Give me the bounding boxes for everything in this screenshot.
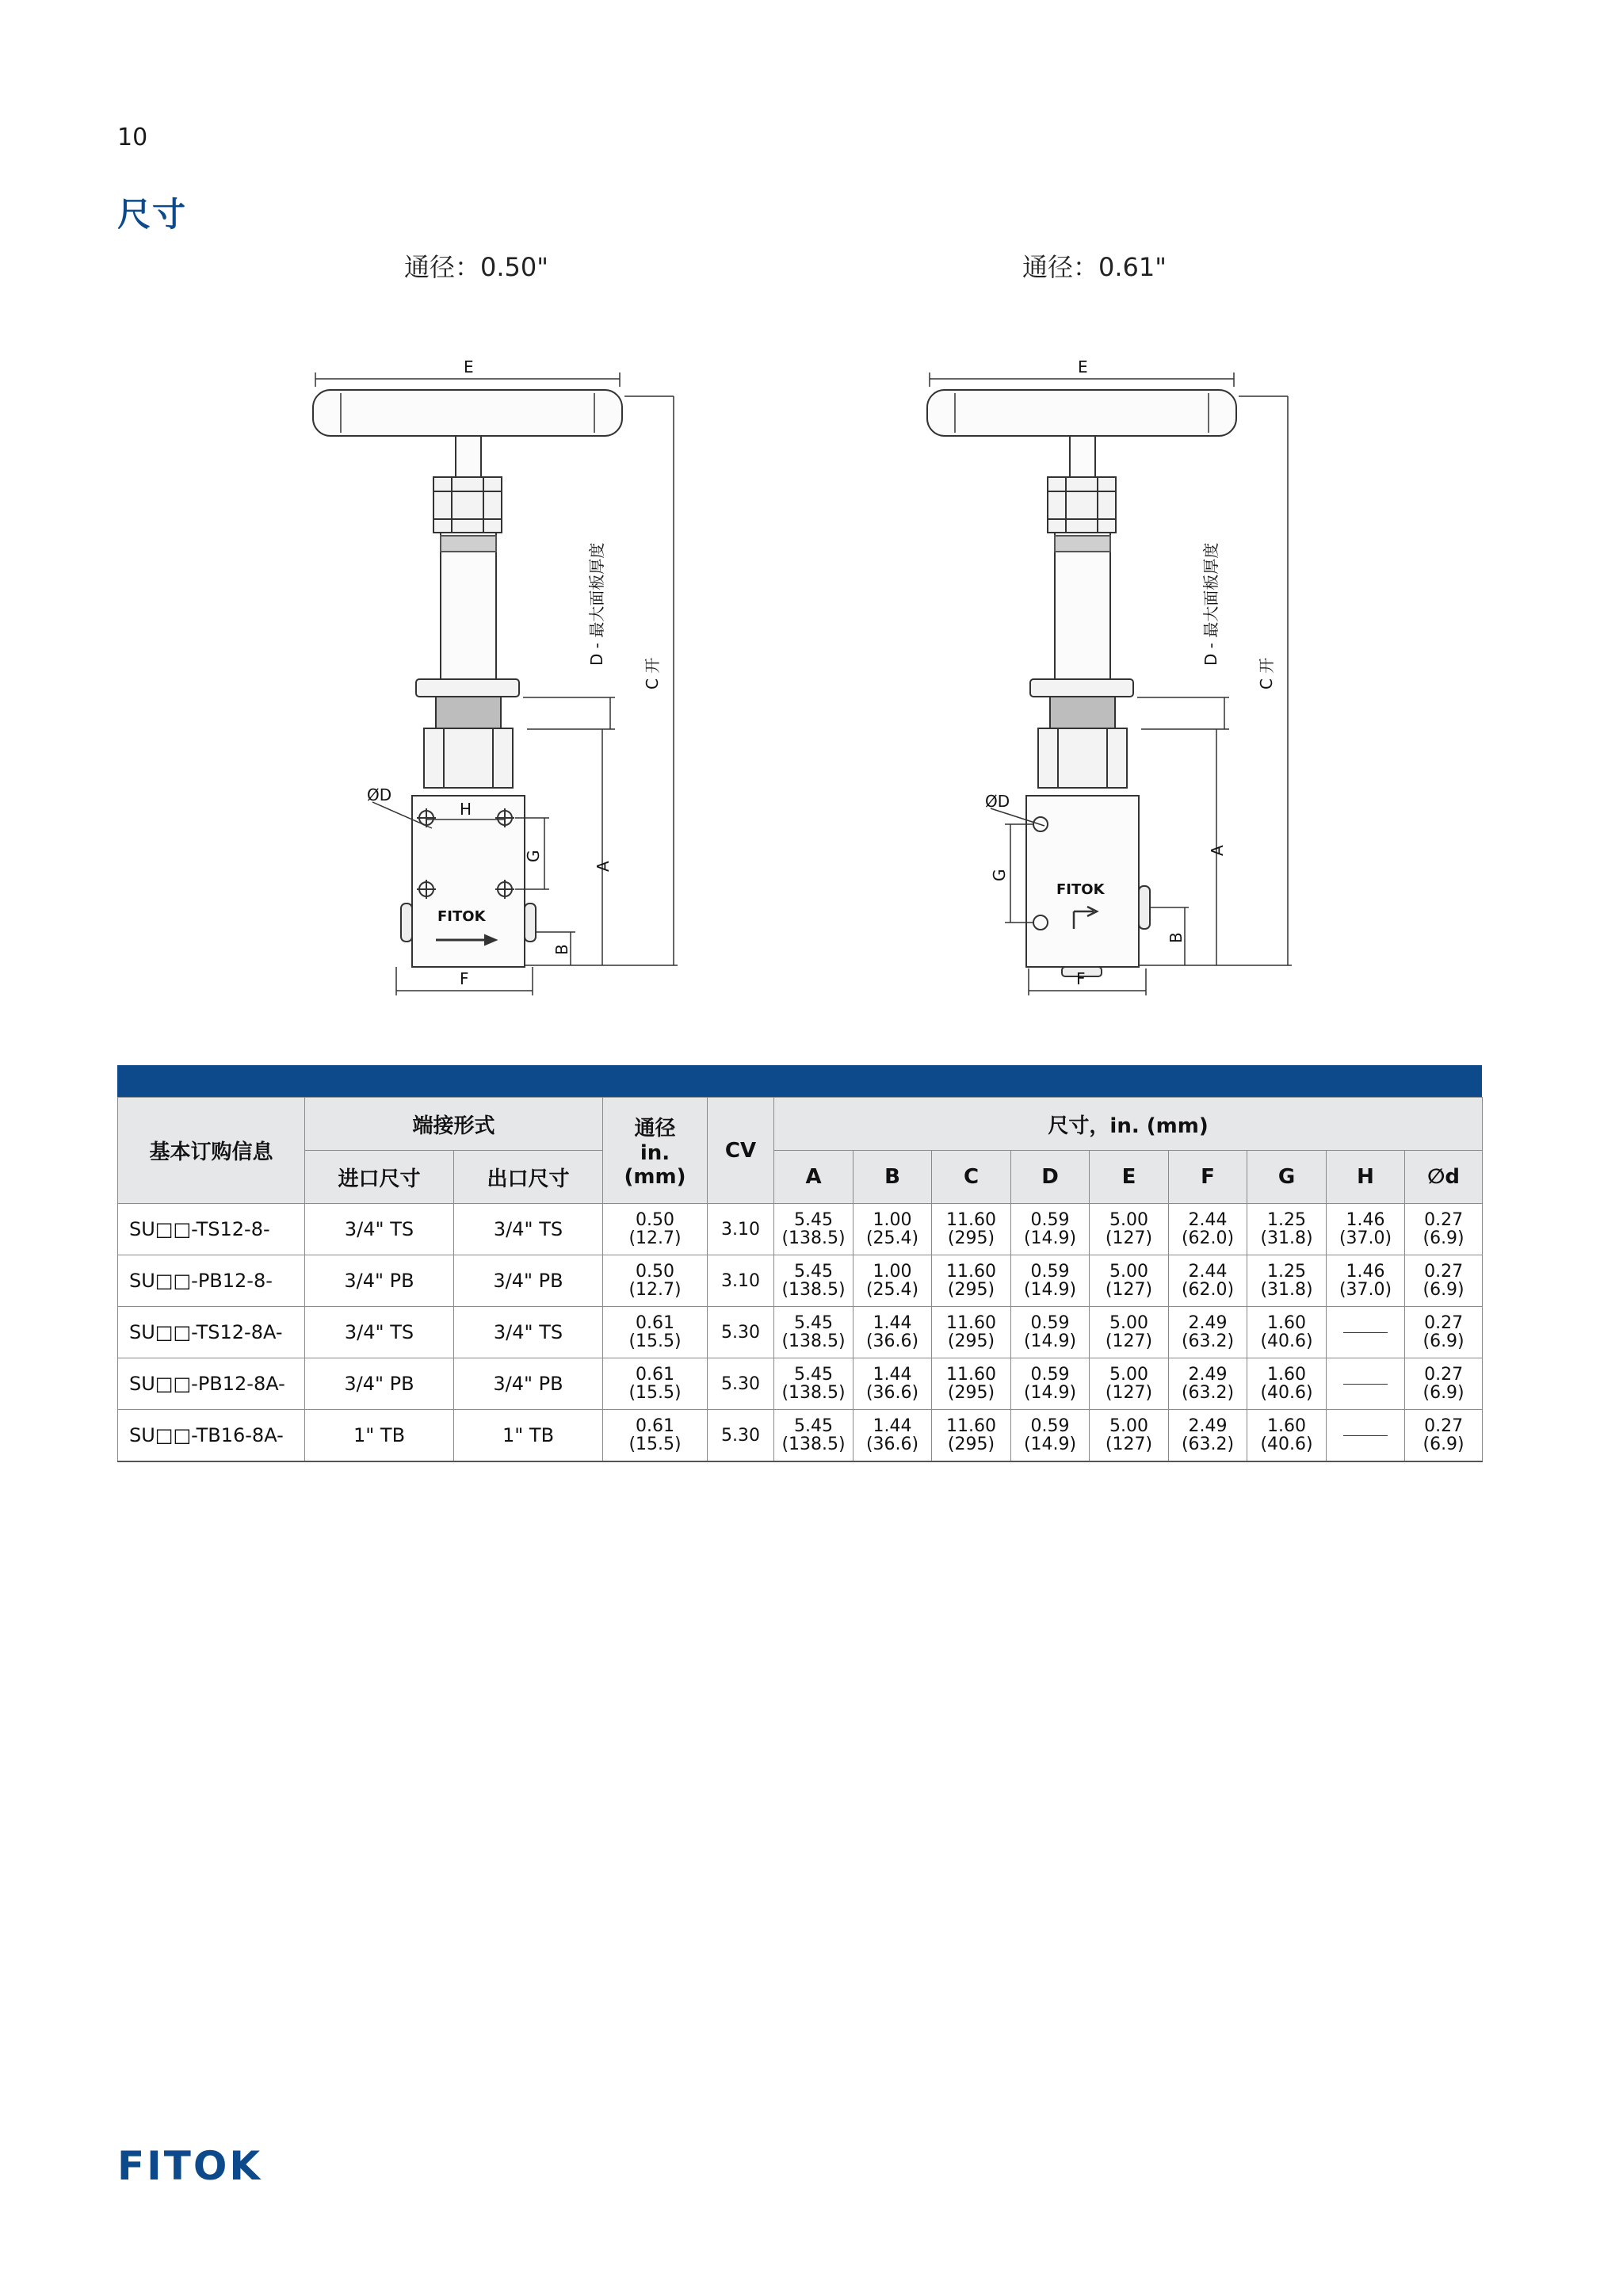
cell-dim-in: 2.44 bbox=[1188, 1210, 1228, 1230]
header-orifice-line1: 通径 bbox=[634, 1117, 676, 1140]
header-dimensions: 尺寸，in. (mm) bbox=[774, 1098, 1483, 1151]
cell-orifice bbox=[603, 1255, 708, 1307]
cell-dim-in: 1.25 bbox=[1267, 1210, 1306, 1230]
cell-dim-in: 11.60 bbox=[946, 1262, 996, 1282]
cell-dim-in: 0.59 bbox=[1030, 1313, 1070, 1333]
cell-dim-mm: (36.6) bbox=[865, 1383, 919, 1403]
cell-dim-mm: (31.8) bbox=[1260, 1228, 1313, 1248]
cell-dim bbox=[1405, 1410, 1483, 1462]
header-dim-col: ∅d bbox=[1405, 1151, 1483, 1204]
cell-dim bbox=[1247, 1255, 1327, 1307]
cell-dim bbox=[1247, 1204, 1327, 1255]
cell-dim-in: 2.49 bbox=[1188, 1313, 1228, 1333]
cell-dim-mm: (36.6) bbox=[865, 1331, 919, 1351]
cell-dim-mm: (6.9) bbox=[1423, 1435, 1465, 1454]
cell-dim-mm: (127) bbox=[1105, 1383, 1153, 1403]
cell-orifice bbox=[603, 1204, 708, 1255]
cell-dim-in: 11.60 bbox=[946, 1210, 996, 1230]
cell-dim-in: 1.44 bbox=[873, 1365, 912, 1385]
cell-dim-mm: (295) bbox=[947, 1435, 995, 1454]
cell-dim bbox=[1327, 1204, 1405, 1255]
header-dim-col: F bbox=[1169, 1151, 1247, 1204]
cell-dim-mm: (138.5) bbox=[781, 1331, 846, 1351]
cell-order-code: SU□□-PB12-8- bbox=[118, 1255, 305, 1307]
cell-dim-in: 11.60 bbox=[946, 1313, 996, 1333]
cell-dim-mm: (37.0) bbox=[1338, 1280, 1392, 1300]
cell-inlet: 3/4" TS bbox=[305, 1204, 454, 1255]
dim-label-b-right: B bbox=[1167, 932, 1186, 943]
cell-dim-mm: (138.5) bbox=[781, 1435, 846, 1454]
cell-dim-mm: (138.5) bbox=[781, 1280, 846, 1300]
header-end-form: 端接形式 bbox=[305, 1098, 603, 1151]
cell-dim bbox=[1011, 1358, 1090, 1410]
cell-dim-in: 1.00 bbox=[873, 1210, 912, 1230]
cell-dim bbox=[1327, 1307, 1405, 1358]
cell-dim-in: 1.00 bbox=[873, 1262, 912, 1282]
cell-dim-in: 0.59 bbox=[1030, 1210, 1070, 1230]
figure-caption-right: 通径：0.61" bbox=[1022, 252, 1167, 282]
cell-orifice-mm: (12.7) bbox=[628, 1228, 682, 1248]
cell-dim bbox=[1011, 1204, 1090, 1255]
cell-dim-in: 5.00 bbox=[1109, 1210, 1148, 1230]
cell-dim-in: 5.45 bbox=[794, 1313, 833, 1333]
dimensions-table-container bbox=[117, 1065, 1482, 1462]
cell-dim bbox=[1327, 1410, 1405, 1462]
cell-dim-in: 1.44 bbox=[873, 1313, 912, 1333]
cell-dim bbox=[1090, 1204, 1169, 1255]
cell-dim-mm: (295) bbox=[947, 1280, 995, 1300]
cell-dim-mm: (37.0) bbox=[1338, 1228, 1392, 1248]
cell-dim-mm: (14.9) bbox=[1023, 1331, 1077, 1351]
cell-dim-in: 5.00 bbox=[1109, 1365, 1148, 1385]
cell-dim-mm: (25.4) bbox=[865, 1228, 919, 1248]
cell-dim-mm: (127) bbox=[1105, 1435, 1153, 1454]
cell-dim bbox=[932, 1307, 1011, 1358]
cell-dim-in: 2.49 bbox=[1188, 1416, 1228, 1436]
cell-dim bbox=[932, 1410, 1011, 1462]
cell-dim bbox=[1090, 1307, 1169, 1358]
table-row bbox=[118, 1307, 1483, 1358]
dim-label-g-left: G bbox=[524, 850, 543, 862]
dim-label-d-right: D - 最大面板厚度 bbox=[1201, 542, 1220, 666]
figure-caption-left: 通径：0.50" bbox=[404, 252, 548, 282]
header-dim-col: D bbox=[1011, 1151, 1090, 1204]
cell-dim-mm: (6.9) bbox=[1423, 1280, 1465, 1300]
header-dim-col: E bbox=[1090, 1151, 1169, 1204]
cell-dim-in: 0.27 bbox=[1424, 1416, 1464, 1436]
cell-dim-in: 2.49 bbox=[1188, 1365, 1228, 1385]
cell-outlet: 3/4" TS bbox=[454, 1204, 603, 1255]
cell-dim-in: 1.44 bbox=[873, 1416, 912, 1436]
cell-orifice-mm: (15.5) bbox=[628, 1435, 682, 1454]
cell-dim bbox=[1169, 1307, 1247, 1358]
table-header-bar bbox=[117, 1065, 1482, 1097]
cell-dim bbox=[854, 1204, 932, 1255]
section-title: 尺寸 bbox=[117, 195, 188, 234]
cell-dim-mm: (36.6) bbox=[865, 1435, 919, 1454]
cell-dim-mm: (31.8) bbox=[1260, 1280, 1313, 1300]
cell-cv: 5.30 bbox=[708, 1358, 774, 1410]
cell-dim bbox=[1090, 1255, 1169, 1307]
header-dim-col: C bbox=[932, 1151, 1011, 1204]
cell-dim-mm: (63.2) bbox=[1181, 1435, 1235, 1454]
cell-dim-in: 11.60 bbox=[946, 1365, 996, 1385]
cell-orifice-in: 0.61 bbox=[636, 1313, 674, 1333]
cell-orifice-mm: (12.7) bbox=[628, 1280, 682, 1300]
cell-dim-mm: (127) bbox=[1105, 1280, 1153, 1300]
cell-inlet: 3/4" PB bbox=[305, 1358, 454, 1410]
cell-dim bbox=[1090, 1358, 1169, 1410]
dim-label-d-left: D - 最大面板厚度 bbox=[587, 542, 606, 666]
dim-label-c-left: C 开 bbox=[643, 657, 662, 690]
table-row bbox=[118, 1358, 1483, 1410]
cell-dim bbox=[854, 1358, 932, 1410]
cell-dim bbox=[774, 1358, 854, 1410]
cell-dim-mm: (62.0) bbox=[1181, 1280, 1235, 1300]
cell-dim-in: 0.59 bbox=[1030, 1416, 1070, 1436]
cell-orifice-in: 0.50 bbox=[636, 1262, 674, 1282]
cell-dim-in: 1.25 bbox=[1267, 1262, 1306, 1282]
cell-dim-mm: (14.9) bbox=[1023, 1280, 1077, 1300]
cell-order-code: SU□□-TS12-8A- bbox=[118, 1307, 305, 1358]
header-dim-col: A bbox=[774, 1151, 854, 1204]
cell-dim-mm: (40.6) bbox=[1260, 1383, 1313, 1403]
cell-dim bbox=[1169, 1204, 1247, 1255]
dim-label-e-right: E bbox=[1078, 357, 1088, 376]
cell-orifice-mm: (15.5) bbox=[628, 1331, 682, 1351]
header-orifice-line2: in. bbox=[640, 1141, 670, 1165]
cell-orifice bbox=[603, 1307, 708, 1358]
valve-drawing-right bbox=[0, 0, 1623, 1030]
header-cv: CV bbox=[708, 1098, 774, 1204]
cell-dim-mm: (14.9) bbox=[1023, 1435, 1077, 1454]
cell-orifice-in: 0.50 bbox=[636, 1210, 674, 1230]
dim-label-h-left: H bbox=[460, 800, 472, 819]
cell-dim bbox=[1011, 1255, 1090, 1307]
dim-label-e-left: E bbox=[464, 357, 474, 376]
dim-label-a-right: A bbox=[1208, 845, 1227, 856]
header-outlet: 出口尺寸 bbox=[454, 1151, 603, 1204]
cell-dim bbox=[932, 1358, 1011, 1410]
cell-orifice-in: 0.61 bbox=[636, 1416, 674, 1436]
cell-dim-mm: (14.9) bbox=[1023, 1383, 1077, 1403]
cell-dim-in: 2.44 bbox=[1188, 1262, 1228, 1282]
cell-dim-mm: (295) bbox=[947, 1383, 995, 1403]
empty-value-dash bbox=[1343, 1332, 1388, 1333]
cell-dim-in: 0.59 bbox=[1030, 1365, 1070, 1385]
cell-dim bbox=[774, 1307, 854, 1358]
cell-dim-mm: (63.2) bbox=[1181, 1383, 1235, 1403]
header-dim-col: H bbox=[1327, 1151, 1405, 1204]
cell-dim-in: 5.00 bbox=[1109, 1262, 1148, 1282]
footer-brand-logo: FITOK bbox=[117, 2143, 263, 2189]
cell-dim bbox=[1011, 1307, 1090, 1358]
cell-order-code: SU□□-PB12-8A- bbox=[118, 1358, 305, 1410]
cell-dim-in: 5.45 bbox=[794, 1416, 833, 1436]
cell-dim bbox=[1090, 1410, 1169, 1462]
cell-dim-in: 5.45 bbox=[794, 1262, 833, 1282]
cell-dim bbox=[932, 1255, 1011, 1307]
empty-value-dash bbox=[1343, 1384, 1388, 1385]
cell-dim-mm: (40.6) bbox=[1260, 1435, 1313, 1454]
cell-dim-mm: (127) bbox=[1105, 1331, 1153, 1351]
cell-dim-mm: (6.9) bbox=[1423, 1331, 1465, 1351]
cell-dim-mm: (25.4) bbox=[865, 1280, 919, 1300]
cell-orifice-in: 0.61 bbox=[636, 1365, 674, 1385]
dim-label-b-left: B bbox=[552, 944, 571, 955]
cell-cv: 5.30 bbox=[708, 1307, 774, 1358]
cell-dim-mm: (6.9) bbox=[1423, 1383, 1465, 1403]
cell-dim-mm: (6.9) bbox=[1423, 1228, 1465, 1248]
cell-dim-mm: (62.0) bbox=[1181, 1228, 1235, 1248]
cell-dim-mm: (127) bbox=[1105, 1228, 1153, 1248]
cell-inlet: 3/4" PB bbox=[305, 1255, 454, 1307]
page-number: 10 bbox=[117, 124, 148, 151]
dim-label-f-left: F bbox=[460, 969, 469, 988]
dim-label-c-right: C 开 bbox=[1257, 657, 1276, 690]
cell-orifice bbox=[603, 1358, 708, 1410]
cell-dim bbox=[1247, 1358, 1327, 1410]
cell-outlet: 3/4" PB bbox=[454, 1255, 603, 1307]
cell-dim bbox=[1405, 1307, 1483, 1358]
cell-dim-mm: (138.5) bbox=[781, 1228, 846, 1248]
cell-orifice-mm: (15.5) bbox=[628, 1383, 682, 1403]
cell-dim-in: 0.27 bbox=[1424, 1262, 1464, 1282]
cell-dim bbox=[854, 1410, 932, 1462]
cell-dim-in: 1.60 bbox=[1267, 1365, 1306, 1385]
cell-dim bbox=[1169, 1358, 1247, 1410]
cell-dim-in: 0.27 bbox=[1424, 1313, 1464, 1333]
cell-dim bbox=[1327, 1255, 1405, 1307]
cell-dim-in: 11.60 bbox=[946, 1416, 996, 1436]
cell-cv: 3.10 bbox=[708, 1204, 774, 1255]
cell-dim bbox=[854, 1255, 932, 1307]
cell-dim-in: 1.60 bbox=[1267, 1416, 1306, 1436]
cell-dim-in: 1.60 bbox=[1267, 1313, 1306, 1333]
cell-dim bbox=[1405, 1255, 1483, 1307]
header-orifice bbox=[603, 1098, 708, 1204]
header-dim-col: G bbox=[1247, 1151, 1327, 1204]
cell-dim bbox=[932, 1204, 1011, 1255]
body-brand-right: FITOK bbox=[1056, 881, 1105, 898]
cell-cv: 3.10 bbox=[708, 1255, 774, 1307]
cell-dim-in: 5.45 bbox=[794, 1365, 833, 1385]
cell-dim-in: 1.46 bbox=[1346, 1210, 1385, 1230]
cell-dim-mm: (295) bbox=[947, 1331, 995, 1351]
cell-dim bbox=[1169, 1255, 1247, 1307]
cell-inlet: 1" TB bbox=[305, 1410, 454, 1462]
cell-dim bbox=[1169, 1410, 1247, 1462]
cell-inlet: 3/4" TS bbox=[305, 1307, 454, 1358]
table-row bbox=[118, 1204, 1483, 1255]
table-row bbox=[118, 1410, 1483, 1462]
dimensions-table bbox=[117, 1097, 1483, 1462]
dim-label-a-left: A bbox=[594, 861, 613, 872]
header-inlet: 进口尺寸 bbox=[305, 1151, 454, 1204]
cell-dim bbox=[1405, 1204, 1483, 1255]
cell-dim bbox=[774, 1204, 854, 1255]
table-row bbox=[118, 1255, 1483, 1307]
cell-dim-mm: (63.2) bbox=[1181, 1331, 1235, 1351]
cell-dim-in: 0.59 bbox=[1030, 1262, 1070, 1282]
header-orifice-line3: (mm) bbox=[624, 1165, 686, 1189]
cell-dim-mm: (295) bbox=[947, 1228, 995, 1248]
cell-dim-in: 1.46 bbox=[1346, 1262, 1385, 1282]
empty-value-dash bbox=[1343, 1435, 1388, 1436]
cell-dim-mm: (40.6) bbox=[1260, 1331, 1313, 1351]
cell-dim-mm: (14.9) bbox=[1023, 1228, 1077, 1248]
body-brand-left: FITOK bbox=[437, 908, 486, 925]
cell-outlet: 3/4" TS bbox=[454, 1307, 603, 1358]
cell-cv: 5.30 bbox=[708, 1410, 774, 1462]
dim-label-g-right: G bbox=[990, 869, 1009, 881]
cell-dim bbox=[774, 1255, 854, 1307]
dim-label-f-right: F bbox=[1076, 969, 1086, 988]
cell-dim-in: 5.45 bbox=[794, 1210, 833, 1230]
table-body bbox=[118, 1204, 1483, 1462]
dim-label-phid-right: ØD bbox=[985, 792, 1010, 811]
cell-dim bbox=[1247, 1307, 1327, 1358]
dim-label-phid-left: ØD bbox=[367, 785, 392, 804]
cell-dim-in: 5.00 bbox=[1109, 1313, 1148, 1333]
cell-dim-in: 5.00 bbox=[1109, 1416, 1148, 1436]
cell-dim-in: 0.27 bbox=[1424, 1365, 1464, 1385]
header-dim-col: B bbox=[854, 1151, 932, 1204]
cell-dim bbox=[1327, 1358, 1405, 1410]
cell-outlet: 1" TB bbox=[454, 1410, 603, 1462]
cell-dim-in: 0.27 bbox=[1424, 1210, 1464, 1230]
cell-outlet: 3/4" PB bbox=[454, 1358, 603, 1410]
header-order-info: 基本订购信息 bbox=[118, 1098, 305, 1204]
cell-dim bbox=[1011, 1410, 1090, 1462]
cell-dim bbox=[774, 1410, 854, 1462]
cell-dim bbox=[1247, 1410, 1327, 1462]
cell-order-code: SU□□-TS12-8- bbox=[118, 1204, 305, 1255]
cell-dim bbox=[854, 1307, 932, 1358]
cell-dim bbox=[1405, 1358, 1483, 1410]
cell-dim-mm: (138.5) bbox=[781, 1383, 846, 1403]
cell-orifice bbox=[603, 1410, 708, 1462]
cell-order-code: SU□□-TB16-8A- bbox=[118, 1410, 305, 1462]
